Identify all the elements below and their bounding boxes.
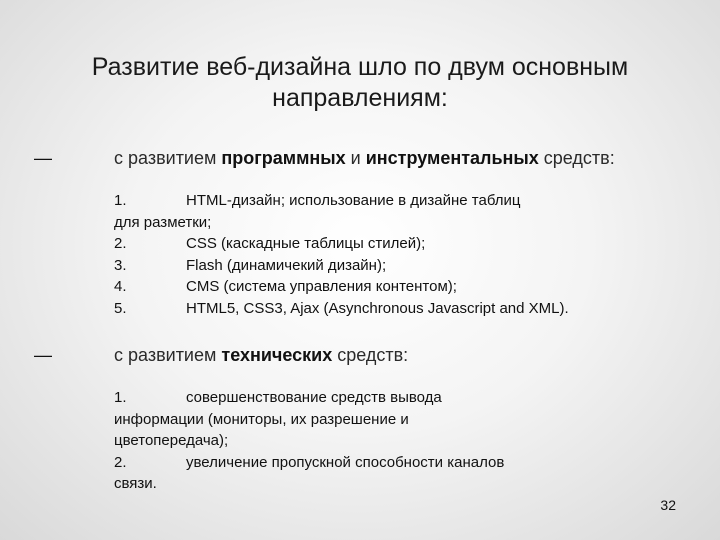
section1-suffix: средств: — [538, 148, 615, 168]
page-number: 32 — [660, 497, 676, 513]
list-item-continuation: информации (мониторы, их разрешение и — [114, 410, 409, 428]
section1-dash: — — [34, 148, 52, 168]
section2-dash: — — [34, 345, 52, 365]
list-item — [114, 255, 654, 277]
list-item-number: 3. — [114, 256, 127, 274]
list-item — [114, 190, 654, 212]
list-item-text: увеличение пропускной способности каналов — [186, 453, 505, 471]
section2-bold-technical: технических — [221, 345, 333, 365]
list-item-text: HTML-дизайн; использование в дизайне таблиц — [186, 192, 521, 209]
section1-bold-software: программных — [221, 148, 346, 168]
list-item-number: 4. — [114, 278, 127, 295]
list-item-continuation: цветопередача); — [114, 432, 229, 449]
list-item-text: CSS (каскадные таблицы стилей); — [186, 235, 426, 252]
list-item — [114, 452, 654, 474]
list-item — [114, 298, 654, 320]
section1-prefix: с развитием — [114, 148, 222, 168]
list-item-text: HTML5, CSS3, Ajax (Asynchronous Javascript and XML). — [186, 299, 569, 317]
list-item-number: 2. — [114, 453, 127, 471]
slide-title-line-2: направлениям: — [272, 84, 448, 112]
section1-bold-tools: инструментальных — [365, 148, 539, 168]
list-item-text: CMS (система управления контентом); — [186, 278, 457, 295]
list-item-number: 1. — [114, 192, 127, 209]
section2-suffix: средств: — [332, 345, 409, 365]
list-item — [114, 276, 654, 298]
slide-title-line-1: Развитие веб-дизайна шло по двум основным — [91, 53, 629, 81]
section1-middle: и — [345, 148, 366, 168]
list-item-text: Flash (динамичекий дизайн); — [186, 256, 387, 274]
section1-list — [114, 190, 654, 319]
list-item-continuation: для разметки; — [114, 213, 212, 231]
list-item-number: 5. — [114, 299, 127, 317]
slide-title — [40, 52, 680, 114]
list-item — [114, 233, 654, 255]
section2-heading — [34, 345, 409, 366]
list-item-number: 2. — [114, 235, 127, 252]
section1-heading — [34, 148, 615, 169]
list-item-text: совершенствование средств вывода — [186, 389, 442, 406]
section2-list — [114, 387, 654, 495]
section2-prefix: с развитием — [114, 345, 222, 365]
list-item-number: 1. — [114, 389, 127, 406]
list-item — [114, 387, 654, 409]
list-item-continuation: связи. — [114, 475, 157, 492]
